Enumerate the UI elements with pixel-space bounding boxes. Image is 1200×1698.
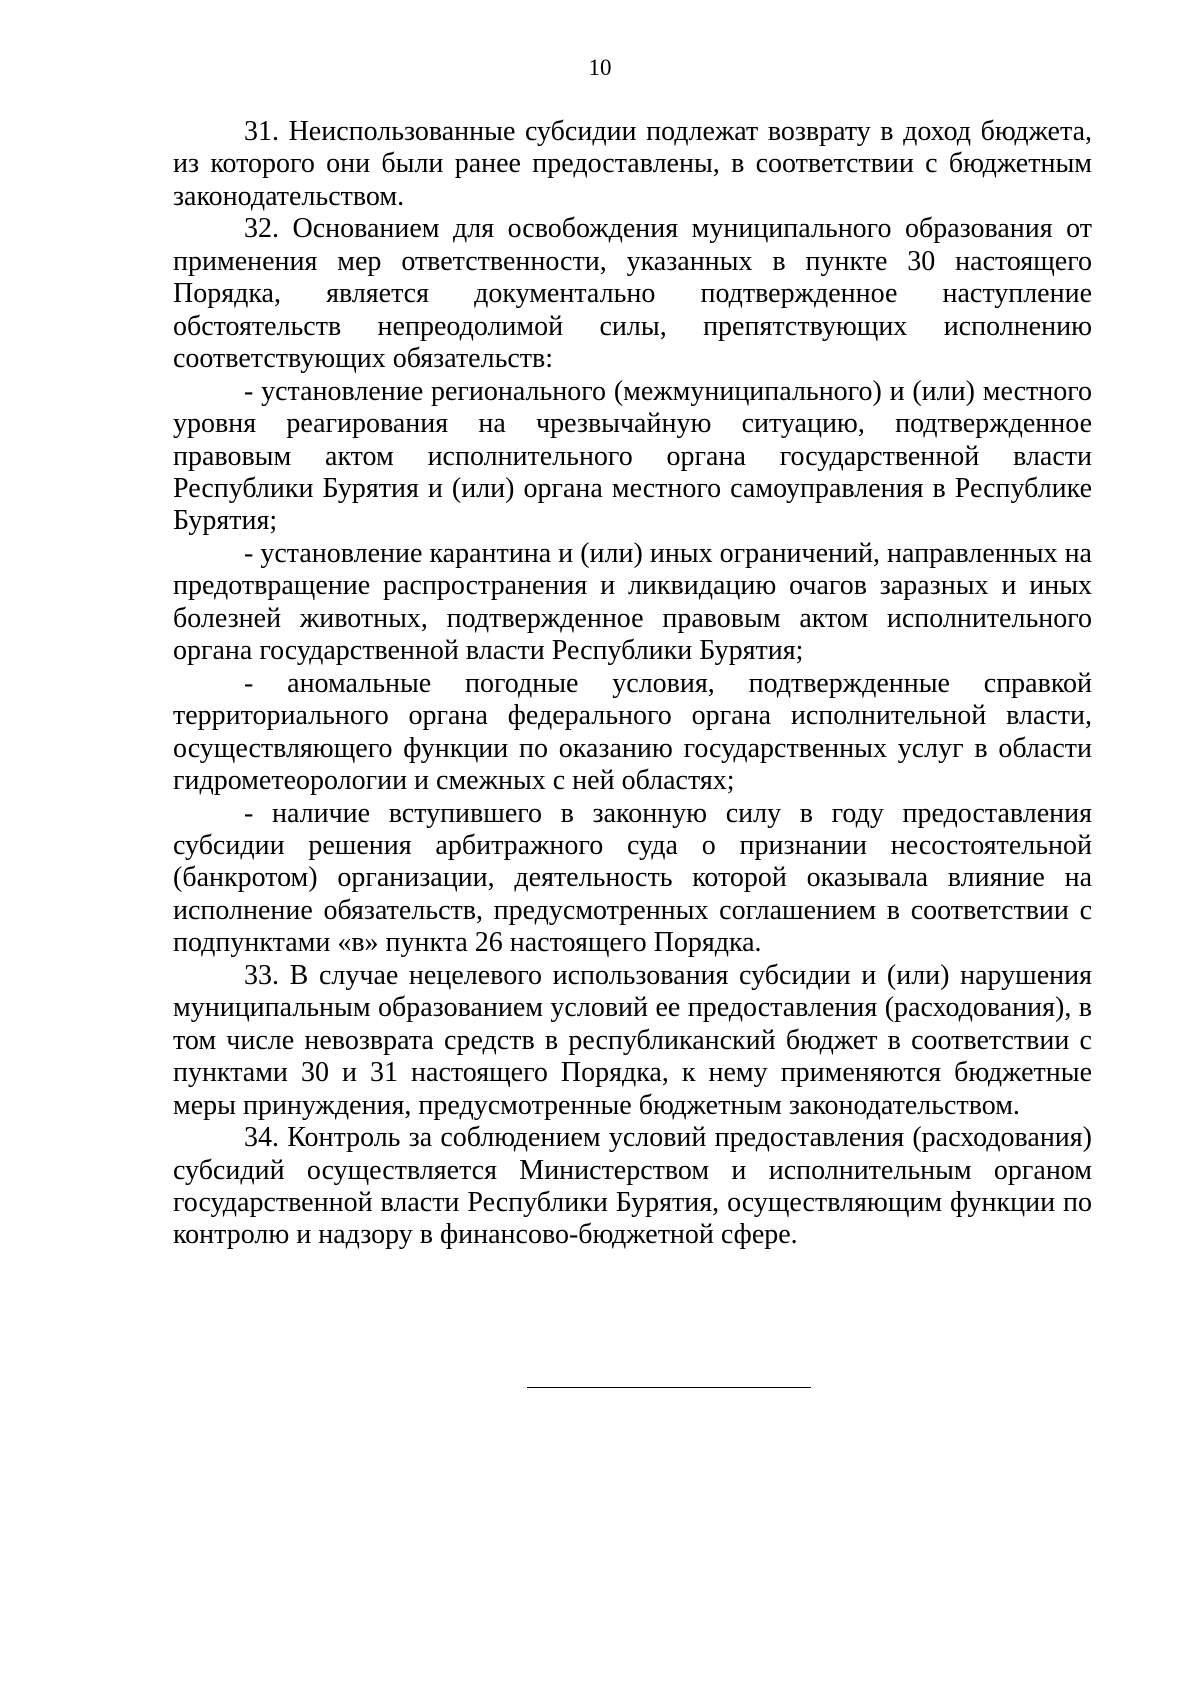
- list-item-quarantine: - установление карантина и (или) иных ограничений, направленных на предотвращение распространения и ликвидацию очагов заразных и иных болезней животных, подтвержденное правовым актом исполнительного органа государственной власти Республики Бурятия;: [173, 537, 1092, 667]
- document-body: [173, 116, 1092, 1252]
- paragraph-33: 33. В случае нецелевого использования субсидии и (или) нарушения муниципальным образованием условий ее предоставления (расходования), в том числе невозврата средств в республиканский бюджет в соответствии с пунктами 30 и 31 настоящего Порядка, к нему применяются бюджетные меры принуждения, предусмотренные бюджетным законодательством.: [173, 959, 1092, 1121]
- list-item-emergency: - установление регионального (межмуниципального) и (или) местного уровня реагирования на чрезвычайную ситуацию, подтвержденное правовым актом исполнительного органа государственной власти Республики Бурятия и (или) органа местного самоуправления в Республике Бурятия;: [173, 375, 1092, 537]
- end-divider: [527, 1387, 811, 1388]
- paragraph-31: 31. Неиспользованные субсидии подлежат возврату в доход бюджета, из которого они были ранее предоставлены, в соответствии с бюджетным законодательством.: [173, 116, 1092, 212]
- paragraph-34: 34. Контроль за соблюдением условий предоставления (расходования) субсидий осуществляется Министерством и исполнительным органом государственной власти Республики Бурятия, осуществляющим функции по контролю и надзору в финансово-бюджетной сфере.: [173, 1122, 1092, 1251]
- list-item-weather: - аномальные погодные условия, подтвержденные справкой территориального органа федерального органа исполнительной власти, осуществляющего функции по оказанию государственных услуг в области гидрометеорологии и смежных с ней областях;: [173, 667, 1092, 797]
- page-number: 10: [588, 55, 612, 80]
- list-item-bankruptcy: - наличие вступившего в законную силу в году предоставления субсидии решения арбитражного суда о признании несостоятельной (банкротом) организации, деятельность которой оказывала влияние на исполнение обязательств, предусмотренных соглашением в соответствии с подпунктами «в» пункта 26 настоящего Порядка.: [173, 797, 1092, 959]
- paragraph-32: 32. Основанием для освобождения муниципального образования от применения мер ответственности, указанных в пункте 30 настоящего Порядка, является документально подтвержденное наступление обстоятельств непреодолимой силы, препятствующих исполнению соответствующих обязательств:: [173, 213, 1092, 375]
